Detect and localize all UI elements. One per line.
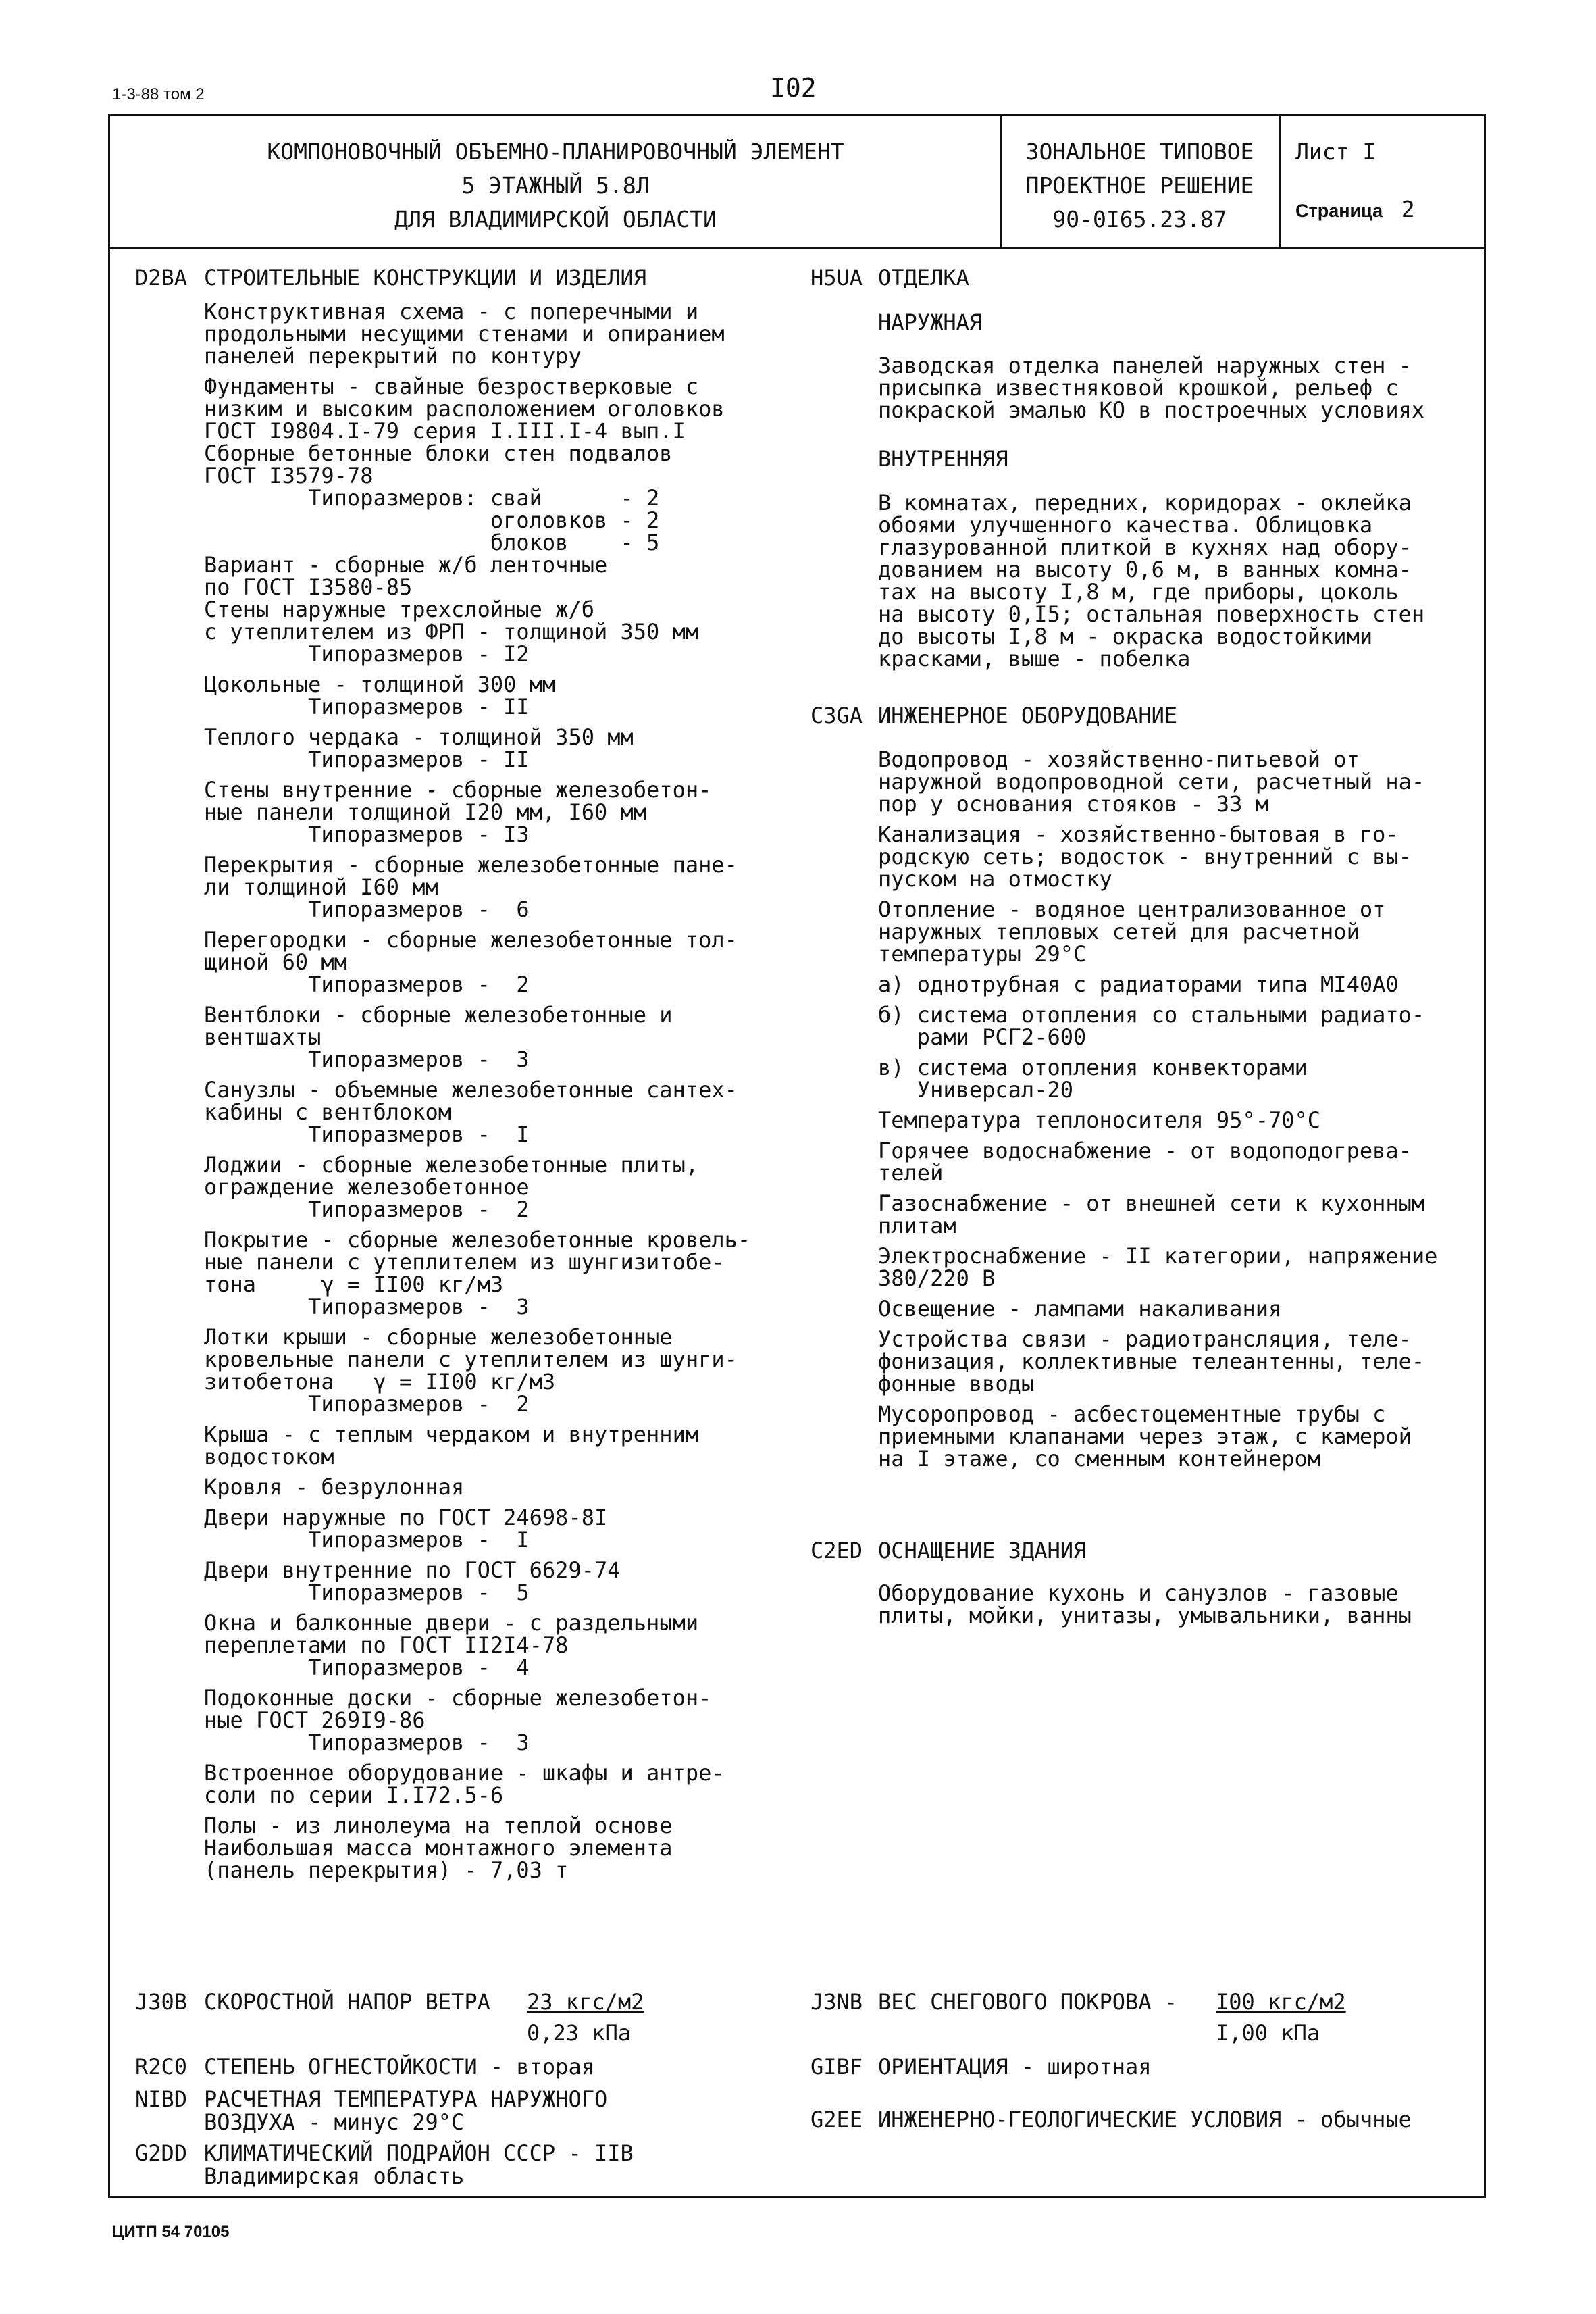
- text-line: Перекрытия - сборные железобетонные пане-: [204, 852, 738, 878]
- text-line: зитобетона γ = II00 кг/м3: [204, 1369, 556, 1394]
- fire-text: СТЕПЕНЬ ОГНЕСТОЙКОСТИ - вторая: [204, 2054, 594, 2080]
- text-line: Двери наружные по ГОСТ 24698-8I: [204, 1505, 608, 1530]
- title-line-1: КОМПОНОВОЧНЫЙ ОБЪЕМНО-ПЛАНИРОВОЧНЫЙ ЭЛЕМЕНТ: [267, 139, 844, 165]
- engineering-heading: ИНЖЕНЕРНОЕ ОБОРУДОВАНИЕ: [878, 703, 1178, 728]
- text-line: пуском на отмостку: [878, 866, 1112, 892]
- text-line: обоями улучшенного качества. Облицовка: [878, 512, 1373, 538]
- snow-value: I00 кгс/м2: [1216, 1989, 1346, 2015]
- text-line: щиной 60 мм: [204, 949, 347, 975]
- finish-outer-title: НАРУЖНАЯ: [878, 309, 983, 335]
- text-line: Стены наружные трехслойные ж/б: [204, 597, 594, 622]
- text-line: Электроснабжение - II категории, напряжение: [878, 1243, 1438, 1269]
- solution-line-1: ЗОНАЛЬНОЕ ТИПОВОЕ: [1025, 139, 1254, 165]
- title-divider-1: [1000, 114, 1002, 249]
- title-line-3: ДЛЯ ВЛАДИМИРСКОЙ ОБЛАСТИ: [394, 206, 717, 232]
- text-line: Отопление - водяное централизованное от: [878, 897, 1386, 922]
- text-line: Лоджии - сборные железобетонные плиты,: [204, 1152, 699, 1178]
- text-line: Типоразмеров - 3: [204, 1047, 530, 1072]
- text-line: Газоснабжение - от внешней сети к кухонным: [878, 1190, 1425, 1216]
- text-line: Типоразмеров - 3: [204, 1294, 530, 1319]
- text-line: Покрытие - сборные железобетонные кровель-: [204, 1227, 751, 1253]
- text-line: Типоразмеров: свай - 2: [204, 485, 660, 511]
- text-line: в) система отопления конвекторами: [878, 1055, 1308, 1080]
- text-line: Типоразмеров - 2: [204, 972, 530, 997]
- climate-line-2: Владимирская область: [204, 2163, 465, 2189]
- text-line: переплетами по ГОСТ II2I4-78: [204, 1632, 569, 1658]
- engineering-code: C3GA: [810, 703, 863, 728]
- text-line: Окна и балконные двери - с раздельными: [204, 1610, 699, 1636]
- text-line: водостоком: [204, 1444, 334, 1469]
- wind-code: J30B: [135, 1989, 188, 2015]
- text-line: Подоконные доски - сборные железобетон-: [204, 1685, 712, 1711]
- text-line: плиты, мойки, унитазы, умывальники, ванны: [878, 1603, 1412, 1628]
- finish-heading: ОТДЕЛКА: [878, 265, 969, 291]
- left-section-body: [204, 301, 812, 1882]
- text-line: Заводская отделка панелей наружных стен -: [878, 353, 1412, 378]
- wind-label: СКОРОСТНОЙ НАПОР ВЕТРА: [204, 1989, 490, 2015]
- text-line: ГОСТ I3579-78: [204, 463, 374, 488]
- text-line: Устройства связи - радиотрансляция, теле-: [878, 1326, 1412, 1352]
- text-line: низким и высоким расположением оголовков: [204, 396, 725, 422]
- text-line: до высоты I,8 м - окраска водостойкими: [878, 624, 1373, 649]
- title-block-main: [115, 135, 996, 236]
- text-line: В комнатах, передних, коридорах - оклейка: [878, 490, 1412, 515]
- text-line: Конструктивная схема - с поперечными и: [204, 299, 699, 324]
- text-line: тона γ = II00 кг/м3: [204, 1272, 504, 1297]
- engineering-body: [878, 749, 1472, 1470]
- page-field: [1295, 196, 1415, 222]
- text-line: Типоразмеров - I: [204, 1122, 530, 1147]
- title-line-2: 5 ЭТАЖНЫЙ 5.8Л: [461, 172, 650, 199]
- text-line: Горячее водоснабжение - от водоподогрева-: [878, 1138, 1412, 1163]
- fire-code: R2C0: [135, 2054, 188, 2080]
- text-line: покраской эмалью КО в построечных условиях: [878, 397, 1425, 423]
- text-line: Лотки крыши - сборные железобетонные: [204, 1324, 673, 1350]
- solution-line-3: 90-0I65.23.87: [1052, 206, 1227, 232]
- text-line: Теплого чердака - толщиной 350 мм: [204, 724, 634, 750]
- text-line: Типоразмеров - 4: [204, 1655, 530, 1680]
- text-line: Стены внутренние - сборные железобетон-: [204, 777, 712, 803]
- text-line: Типоразмеров - I2: [204, 641, 530, 667]
- text-line: Типоразмеров - 6: [204, 897, 530, 922]
- text-line: наружной водопроводной сети, расчетный на-: [878, 769, 1425, 795]
- page-field-value: 2: [1401, 196, 1415, 222]
- text-line: ные ГОСТ 269I9-86: [204, 1707, 426, 1733]
- footer-stamp: ЦИТП 54 70105: [112, 2223, 230, 2241]
- text-line: на I этаже, со сменным контейнером: [878, 1446, 1321, 1472]
- equipment-heading: ОСНАЩЕНИЕ ЗДАНИЯ: [878, 1538, 1087, 1563]
- text-line: Температура теплоносителя 95°-70°С: [878, 1107, 1321, 1133]
- text-line: Типоразмеров - I: [204, 1527, 530, 1553]
- finish-inner-title: ВНУТРЕННЯЯ: [878, 446, 1008, 472]
- equipment-body: [878, 1582, 1472, 1627]
- finish-outer-body: [878, 355, 1472, 422]
- text-line: Оборудование кухонь и санузлов - газовые: [878, 1580, 1399, 1606]
- text-line: дованием на высоту 0,6 м, в ванных комна-: [878, 557, 1412, 582]
- text-line: Встроенное оборудование - шкафы и антре-: [204, 1760, 725, 1786]
- text-line: соли по серии I.I72.5-6: [204, 1782, 504, 1808]
- text-line: Типоразмеров - 2: [204, 1197, 530, 1222]
- text-line: фонные вводы: [878, 1371, 1035, 1397]
- text-line: Освещение - лампами накаливания: [878, 1296, 1282, 1322]
- wind-value: 23 кгс/м2: [527, 1989, 644, 2015]
- text-line: по ГОСТ I3580-85: [204, 574, 413, 600]
- text-line: рами РСГ2-600: [878, 1024, 1087, 1050]
- text-line: пор у основания стояков - 33 м: [878, 791, 1268, 817]
- text-line: Сборные бетонные блоки стен подвалов: [204, 441, 673, 466]
- text-line: красками, выше - побелка: [878, 646, 1191, 672]
- orient-code: GIBF: [810, 2054, 863, 2080]
- text-line: Типоразмеров - II: [204, 694, 530, 720]
- text-line: фонизация, коллективные телеантенны, теле-: [878, 1349, 1425, 1374]
- text-line: приемными клапанами через этаж, с камерой: [878, 1424, 1412, 1449]
- wind-value-kpa: 0,23 кПа: [527, 2020, 632, 2046]
- text-line: вентшахты: [204, 1024, 321, 1050]
- text-line: Мусоропровод - асбестоцементные трубы с: [878, 1401, 1386, 1427]
- geo-code: G2EE: [810, 2107, 863, 2132]
- text-line: а) однотрубная с радиаторами типа МI40А0: [878, 972, 1399, 997]
- text-line: температуры 29°С: [878, 941, 1087, 967]
- finish-inner-body: [878, 492, 1472, 670]
- text-line: Вентблоки - сборные железобетонные и: [204, 1002, 673, 1028]
- text-line: Типоразмеров - 2: [204, 1391, 530, 1417]
- text-line: родскую сеть; водосток - внутренний с вы-: [878, 844, 1412, 870]
- text-line: Кровля - безрулонная: [204, 1474, 465, 1500]
- text-line: Вариант - сборные ж/б ленточные: [204, 552, 608, 578]
- text-line: 380/220 В: [878, 1265, 996, 1291]
- finish-code: H5UA: [810, 265, 863, 291]
- snow-label: ВЕС СНЕГОВОГО ПОКРОВА -: [878, 1989, 1178, 2015]
- text-line: Типоразмеров - II: [204, 747, 530, 772]
- snow-value-kpa: I,00 кПа: [1216, 2020, 1320, 2046]
- series-label: 1-3-88 том 2: [112, 85, 205, 103]
- text-line: панелей перекрытий по контуру: [204, 343, 582, 369]
- temp-code: NIBD: [135, 2086, 188, 2112]
- text-line: Типоразмеров - I3: [204, 822, 530, 847]
- text-line: телей: [878, 1160, 944, 1186]
- text-line: кабины с вентблоком: [204, 1099, 452, 1125]
- text-line: Наибольшая масса монтажного элемента: [204, 1835, 673, 1861]
- left-section-heading: СТРОИТЕЛЬНЫЕ КОНСТРУКЦИИ И ИЗДЕЛИЯ: [204, 265, 647, 291]
- text-line: Полы - из линолеума на теплой основе: [204, 1813, 673, 1838]
- text-line: продольными несущими стенами и опиранием: [204, 321, 725, 347]
- text-line: Водопровод - хозяйственно-питьевой от: [878, 747, 1360, 772]
- text-line: Крыша - с теплым чердаком и внутренним: [204, 1422, 699, 1447]
- text-line: глазурованной плиткой в кухнях над обору-: [878, 534, 1412, 560]
- text-line: Типоразмеров - 3: [204, 1730, 530, 1755]
- climate-code: G2DD: [135, 2140, 188, 2166]
- sheet-label: Лист I: [1295, 139, 1376, 165]
- geo-text: ИНЖЕНЕРНО-ГЕОЛОГИЧЕСКИЕ УСЛОВИЯ - обычные: [878, 2107, 1412, 2132]
- text-line: на высоту 0,I5; остальная поверхность стен: [878, 601, 1425, 627]
- text-line: б) система отопления со стальными радиато-: [878, 1002, 1425, 1028]
- climate-line-1: КЛИМАТИЧЕСКИЙ ПОДРАЙОН СССР - IIВ: [204, 2140, 634, 2166]
- text-line: Перегородки - сборные железобетонные тол-: [204, 927, 738, 953]
- text-line: присыпка известняковой крошкой, рельеф с: [878, 375, 1399, 401]
- text-line: с утеплителем из ФРП - толщиной 350 мм: [204, 619, 699, 645]
- text-line: ли толщиной I60 мм: [204, 874, 438, 900]
- title-block-solution: [1003, 135, 1277, 236]
- text-line: ГОСТ I9804.I-79 серия I.III.I-4 вып.I: [204, 418, 686, 444]
- orient-text: ОРИЕНТАЦИЯ - широтная: [878, 2054, 1152, 2080]
- text-line: ные панели толщиной I20 мм, I60 мм: [204, 799, 647, 825]
- snow-code: J3NB: [810, 1989, 863, 2015]
- temp-line-2: ВОЗДУХА - минус 29°С: [204, 2109, 465, 2135]
- text-line: ограждение железобетонное: [204, 1174, 530, 1200]
- title-divider-2: [1279, 114, 1281, 249]
- text-line: Универсал-20: [878, 1077, 1073, 1103]
- text-line: блоков - 5: [204, 530, 660, 555]
- solution-line-2: ПРОЕКТНОЕ РЕШЕНИЕ: [1025, 172, 1254, 199]
- page-number: I02: [770, 73, 817, 103]
- equipment-code: C2ED: [810, 1538, 863, 1563]
- text-line: Фундаменты - свайные безростверковые с: [204, 374, 699, 399]
- text-line: тах на высоту I,8 м, где приборы, цоколь: [878, 579, 1399, 605]
- text-line: плитам: [878, 1213, 956, 1238]
- text-line: Санузлы - объемные железобетонные сантех-: [204, 1077, 738, 1103]
- text-line: Двери внутренние по ГОСТ 6629-74: [204, 1557, 621, 1583]
- temp-line-1: РАСЧЕТНАЯ ТЕМПЕРАТУРА НАРУЖНОГО: [204, 2086, 608, 2112]
- text-line: Канализация - хозяйственно-бытовая в го-: [878, 822, 1399, 847]
- text-line: кровельные панели с утеплителем из шунги-: [204, 1347, 738, 1372]
- text-line: наружных тепловых сетей для расчетной: [878, 919, 1360, 945]
- text-line: ные панели с утеплителем из шунгизитобе-: [204, 1249, 725, 1275]
- text-line: Цокольные - толщиной 300 мм: [204, 672, 556, 697]
- left-section-code: D2BA: [135, 265, 188, 291]
- text-line: оголовков - 2: [204, 507, 660, 533]
- text-line: Типоразмеров - 5: [204, 1580, 530, 1605]
- text-line: (панель перекрытия) - 7,03 т: [204, 1857, 569, 1883]
- page-field-label: Страница: [1295, 201, 1383, 221]
